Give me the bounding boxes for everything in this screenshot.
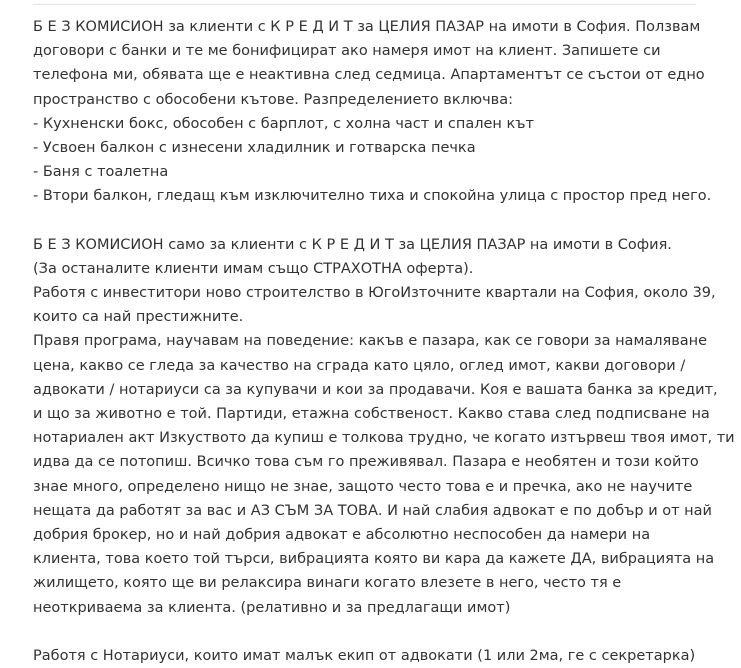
paragraph-1	[33, 15, 712, 209]
list-item: - Баня с тоалетна	[33, 164, 169, 181]
text-line: нотариален акт Изкуството да купиш е толкова трудно, че когато изтървеш твоя имот, ти	[33, 430, 735, 447]
text-line: които са най престижните.	[33, 309, 244, 326]
text-line: знае много, определено нищо не знае, защото често това е и пречка, ако не научите	[33, 478, 693, 495]
list-item: - Кухненски бокс, обособен с барплот, с холна част и спален кът	[33, 115, 534, 132]
list-item: - Усвоен балкон с изнесени хладилник и готварска печка	[33, 139, 476, 156]
text-line: идва да се потопиш. Всичко това съм го преживявал. Пазара е необятен и този който	[33, 454, 699, 471]
paragraph-3	[33, 644, 703, 668]
text-line: и що за животно е той. Партиди, етажна собственост. Какво става след подписване на	[33, 406, 710, 422]
text-line: (За останалите клиенти имам също СТРАХОТНА оферта).	[33, 260, 474, 277]
text-line: Правя програма, научавам на поведение: какъв е пазара, как се говори за намаляване	[33, 333, 708, 350]
text-line: цена, какво се гледа за качество на сграда като цяло, оглед имот, какви договори /	[33, 357, 686, 374]
text-line: клиента, това което той търси, вибрацията която ви кара да кажете ДА, вибрацията на	[33, 551, 715, 568]
text-line: пространство с обособени кътове. Разпределението включва:	[33, 91, 513, 108]
text-line: Работя с инвеститори ново строителство в ЮгоИзточните квартали на София, около 39,	[33, 285, 716, 302]
text-line: телефона ми, обявата ще е неактивна след седмица. Апартаментът се състои от едно	[33, 67, 705, 84]
paragraph-spacer	[33, 620, 703, 644]
text-line: договори с банки и те ме бонифицират ако намеря имот на клиент. Запишете си	[33, 43, 661, 60]
text-line: Б Е З КОМИСИОН само за клиенти с К Р Е Д И Т за ЦЕЛИЯ ПАЗАР на имоти в София.	[33, 236, 672, 253]
paragraph-2	[33, 233, 735, 620]
text-line: добрия брокер, но и най добрия адвокат е абсолютно неспособен да намери на	[33, 526, 651, 543]
list-item: - Втори балкон, гледащ към изключително тиха и спокойна улица с простор пред него.	[33, 188, 712, 205]
paragraph-spacer	[33, 209, 703, 233]
text-line: жилището, която ще ви релаксира винаги когато влезете в него, често тя е	[33, 575, 622, 592]
text-line: неоткриваема за клиента. (релативно и за предлагащи имот)	[33, 599, 511, 616]
listing-description	[33, 15, 735, 668]
top-divider	[33, 4, 696, 5]
text-line: Работя с Нотариуси, които имат малък екип от адвокати (1 или 2ма, ге с секретарка)	[33, 647, 696, 664]
text-line: Б Е З КОМИСИОН за клиенти с К Р Е Д И Т за ЦЕЛИЯ ПАЗАР на имоти в София. Ползвам	[33, 19, 701, 35]
text-line: адвокати / нотариуси са за купувачи и кои за продавачи. Коя е вашата банка за кредит,	[33, 381, 718, 398]
text-line: нещата да работят за вас и АЗ СЪМ ЗА ТОВА. И най слабия адвокат е по добър и от най	[33, 502, 712, 519]
